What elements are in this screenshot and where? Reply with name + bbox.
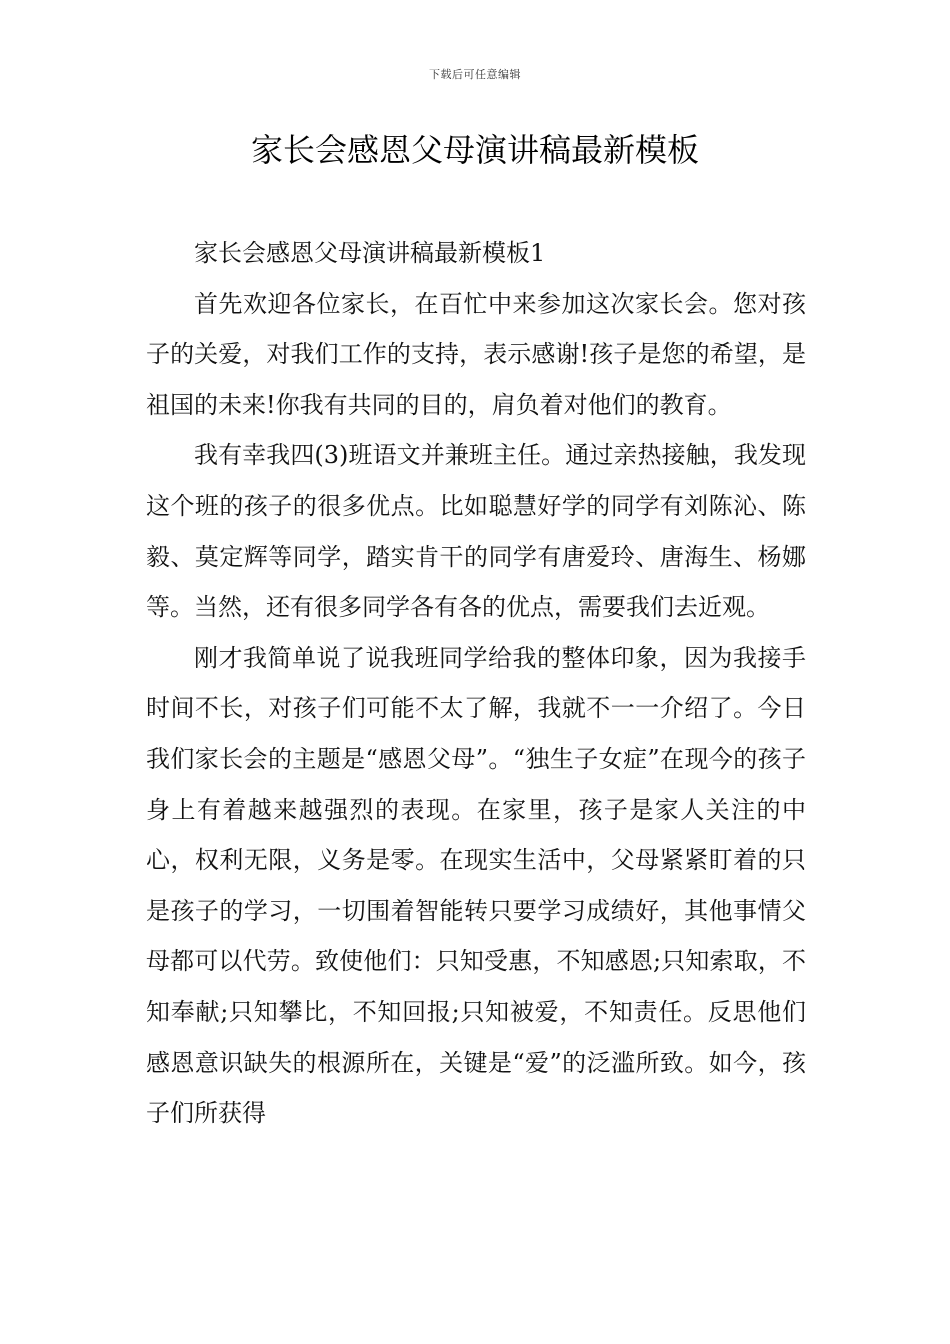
paragraph-class-intro: 我有幸我四(3)班语文并兼班主任。通过亲热接触，我发现这个班的孩子的很多优点。比如聪慧好学的同学有刘陈沁、陈毅、莫定辉等同学，踏实肯干的同学有唐爱玲、唐海生、杨娜等。当然，还有很多同学各有各的优点，需要我们去近观。: [146, 441, 806, 622]
document-body: [146, 228, 806, 1139]
paragraph-welcome: 首先欢迎各位家长，在百忙中来参加这次家长会。您对孩子的关爱，对我们工作的支持，表示感谢!孩子是您的希望，是祖国的未来!你我有共同的目的，肩负着对他们的教育。: [146, 289, 806, 419]
header-note: 下载后可任意编辑: [429, 68, 521, 81]
paragraph-theme: 刚才我简单说了说我班同学给我的整体印象，因为我接手时间不长，对孩子们可能不太了解，我就不一一介绍了。今日我们家长会的主题是“感恩父母”。“独生子女症”在现今的孩子身上有着越来越强烈的表现。在家里，孩子是家人关注的中心，权利无限，义务是零。在现实生活中，父母紧紧盯着的只是孩子的学习，一切围着智能转只要学习成绩好，其他事情父母都可以代劳。致使他们：只知受惠，不知感恩;只知索取，不知奉献;只知攀比，不知回报;只知被爱，不知责任。反思他们感恩意识缺失的根源所在，关键是“爱”的泛滥所致。如今，孩子们所获得: [146, 643, 806, 1128]
section-heading: 家长会感恩父母演讲稿最新模板1: [194, 239, 546, 267]
document-title: 家长会感恩父母演讲稿最新模板: [250, 131, 699, 169]
